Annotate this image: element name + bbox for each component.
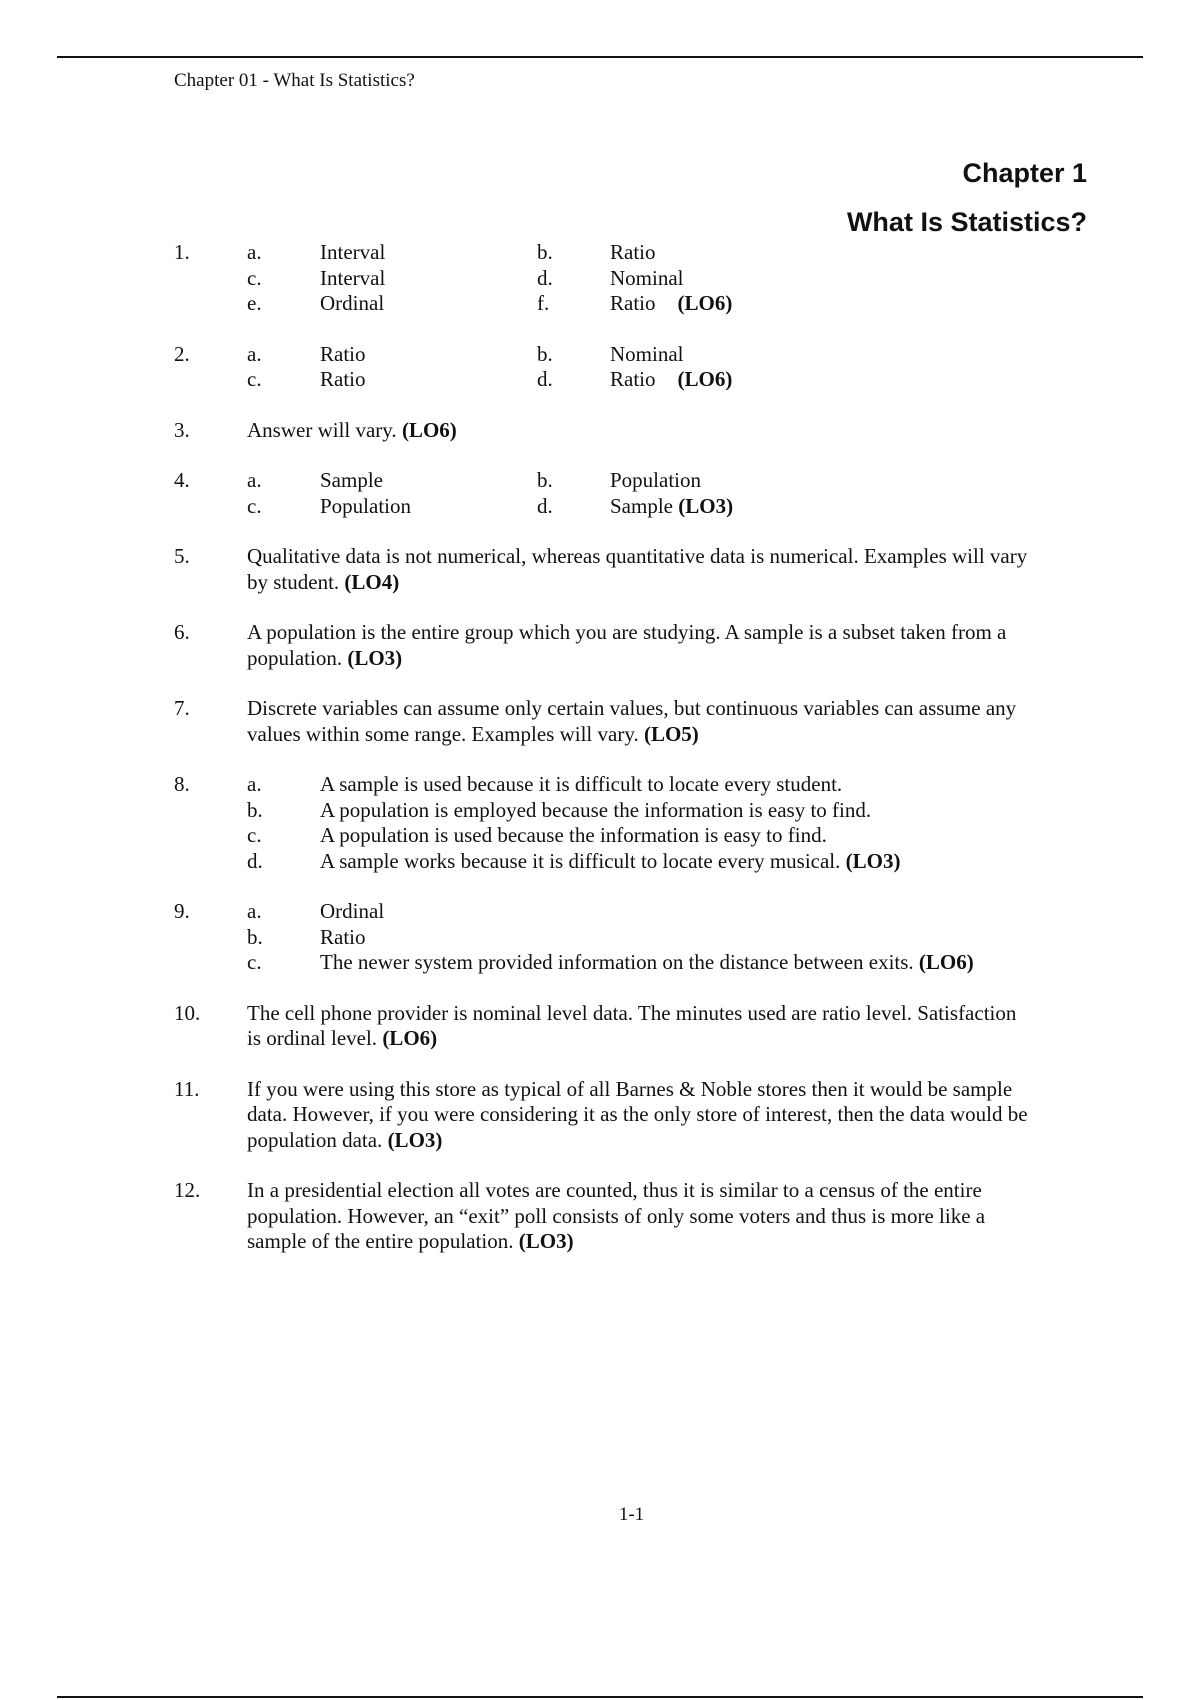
item-value: A sample is used because it is difficult to locate every student. bbox=[320, 772, 843, 796]
answer-row bbox=[174, 849, 1074, 875]
item-value: Sample bbox=[610, 493, 673, 518]
item-letter: a. bbox=[247, 468, 262, 492]
answer-line bbox=[247, 1128, 1074, 1154]
item-letter: d. bbox=[537, 493, 553, 518]
item-letter: f. bbox=[537, 291, 550, 315]
answer-row bbox=[174, 291, 1074, 317]
item-value: A population is used because the information is easy to find. bbox=[320, 823, 827, 847]
answer-row bbox=[174, 772, 1074, 798]
item-letter: a. bbox=[247, 772, 262, 796]
item-letter: d. bbox=[247, 848, 263, 873]
answer-line-text: is ordinal level. bbox=[247, 1026, 378, 1050]
answer-text bbox=[247, 418, 1074, 444]
item-letter: c. bbox=[247, 950, 262, 974]
answer-row bbox=[174, 266, 1074, 292]
item-value: Ratio bbox=[320, 341, 366, 366]
answer-line bbox=[247, 646, 1074, 672]
learning-objective-tag: (LO3) bbox=[678, 493, 734, 518]
answer-number: 5. bbox=[174, 544, 190, 568]
answer-number: 8. bbox=[174, 772, 190, 796]
answer-2 bbox=[174, 342, 1074, 393]
item-value: Population bbox=[320, 493, 412, 518]
answer-5 bbox=[174, 544, 1074, 595]
item-value: Interval bbox=[320, 240, 386, 264]
learning-objective-tag: (LO6) bbox=[677, 367, 733, 391]
answer-line-text: population data. bbox=[247, 1127, 383, 1152]
answer-line: Answer will vary. bbox=[247, 417, 397, 442]
answer-number: 10. bbox=[174, 1000, 201, 1025]
item-value: Sample bbox=[320, 468, 383, 492]
answer-list bbox=[174, 240, 1074, 1280]
item-value-with-lo bbox=[610, 291, 732, 317]
item-letter: e. bbox=[247, 291, 262, 315]
answer-line-text: sample of the entire population. bbox=[247, 1229, 514, 1253]
answer-row bbox=[174, 240, 1074, 266]
item-value: Nominal bbox=[610, 265, 684, 290]
answer-line bbox=[247, 1229, 1074, 1255]
chapter-label: Chapter 1 bbox=[962, 158, 1087, 188]
learning-objective-tag: (LO5) bbox=[643, 721, 699, 746]
item-letter: c. bbox=[247, 367, 262, 391]
running-head: Chapter 01 - What Is Statistics? bbox=[174, 70, 415, 91]
item-letter: b. bbox=[537, 341, 553, 366]
item-letter: c. bbox=[247, 823, 262, 847]
answer-line: Discrete variables can assume only certain values, but continuous variables can assume any bbox=[247, 696, 1017, 720]
answer-line: data. However, if you were considering it as the only store of interest, then the data would be bbox=[247, 1102, 1028, 1126]
item-letter: b. bbox=[247, 797, 263, 822]
item-letter: b. bbox=[247, 924, 263, 949]
answer-text bbox=[247, 1001, 1074, 1052]
answer-11 bbox=[174, 1077, 1074, 1154]
learning-objective-tag: (LO3) bbox=[347, 645, 403, 670]
answer-line bbox=[247, 1026, 1074, 1052]
answer-line bbox=[247, 570, 1074, 596]
page-number: 1-1 bbox=[618, 1504, 645, 1525]
item-letter: c. bbox=[247, 493, 262, 518]
answer-number: 4. bbox=[174, 468, 190, 492]
item-letter: a. bbox=[247, 341, 262, 366]
item-letter: c. bbox=[247, 265, 262, 290]
answer-1 bbox=[174, 240, 1074, 317]
item-value: Ratio bbox=[610, 240, 656, 264]
answer-number: 11. bbox=[174, 1076, 200, 1101]
item-letter: d. bbox=[537, 367, 553, 391]
item-letter: a. bbox=[247, 240, 262, 264]
item-letter: a. bbox=[247, 899, 262, 923]
answer-9 bbox=[174, 899, 1074, 976]
item-value: Ratio bbox=[320, 367, 366, 391]
answer-row bbox=[174, 367, 1074, 393]
answer-row bbox=[174, 798, 1074, 824]
learning-objective-tag: (LO3) bbox=[518, 1229, 574, 1253]
answer-row bbox=[174, 925, 1074, 951]
answer-3 bbox=[174, 418, 1074, 444]
item-value: Ordinal bbox=[320, 291, 385, 315]
learning-objective-tag: (LO3) bbox=[387, 1127, 443, 1152]
answer-line: Qualitative data is not numerical, whereas quantitative data is numerical. Examples will vary bbox=[247, 544, 1028, 568]
learning-objective-tag: (LO6) bbox=[382, 1026, 438, 1050]
answer-row bbox=[174, 823, 1074, 849]
answer-7 bbox=[174, 696, 1074, 747]
item-value: A population is employed because the information is easy to find. bbox=[320, 797, 872, 822]
item-letter: b. bbox=[537, 240, 553, 264]
top-rule bbox=[57, 56, 1143, 58]
answer-line bbox=[247, 722, 1074, 748]
answer-line-text: values within some range. Examples will vary. bbox=[247, 721, 639, 746]
answer-text bbox=[247, 544, 1074, 595]
item-value: Population bbox=[610, 468, 702, 492]
chapter-title: What Is Statistics? bbox=[846, 207, 1087, 237]
answer-number: 6. bbox=[174, 620, 190, 644]
learning-objective-tag: (LO6) bbox=[918, 950, 974, 974]
answer-number: 12. bbox=[174, 1178, 201, 1202]
learning-objective-tag: (LO3) bbox=[845, 848, 901, 873]
answer-line: If you were using this store as typical of all Barnes & Noble stores then it would be sample bbox=[247, 1076, 1013, 1101]
answer-text bbox=[247, 1077, 1074, 1154]
item-value: Nominal bbox=[610, 341, 684, 366]
answer-number: 9. bbox=[174, 899, 190, 923]
answer-text bbox=[247, 620, 1074, 671]
item-value: A sample works because it is difficult to locate every musical. bbox=[320, 848, 841, 873]
answer-row bbox=[174, 342, 1074, 368]
answer-number: 2. bbox=[174, 341, 190, 366]
item-value: Interval bbox=[320, 265, 386, 290]
item-value-with-lo bbox=[610, 494, 733, 520]
learning-objective-tag: (LO6) bbox=[401, 417, 457, 442]
answer-text bbox=[247, 696, 1074, 747]
answer-line: population. However, an “exit” poll consists of only some voters and thus is more like a bbox=[247, 1203, 986, 1228]
answer-line-text: by student. bbox=[247, 569, 340, 594]
bottom-rule bbox=[57, 1696, 1143, 1698]
item-value-with-lo bbox=[610, 367, 732, 393]
item-value: Ratio bbox=[610, 367, 656, 391]
answer-line: The cell phone provider is nominal level data. The minutes used are ratio level. Satisfaction bbox=[247, 1000, 1017, 1025]
answer-line-text: population. bbox=[247, 645, 343, 670]
answer-text bbox=[247, 1178, 1074, 1255]
answer-row bbox=[174, 899, 1074, 925]
item-value: Ordinal bbox=[320, 899, 385, 923]
learning-objective-tag: (LO6) bbox=[677, 291, 733, 315]
item-letter: d. bbox=[537, 265, 553, 290]
item-letter: b. bbox=[537, 468, 553, 492]
answer-4 bbox=[174, 468, 1074, 519]
answer-12 bbox=[174, 1178, 1074, 1255]
answer-line: In a presidential election all votes are counted, thus it is similar to a census of the entire bbox=[247, 1178, 982, 1202]
answer-line: A population is the entire group which you are studying. A sample is a subset taken from a bbox=[247, 620, 1007, 644]
item-value: The newer system provided information on the distance between exits. bbox=[320, 950, 914, 974]
answer-number: 1. bbox=[174, 240, 190, 264]
item-value: Ratio bbox=[610, 291, 656, 315]
item-value-with-lo bbox=[320, 849, 900, 875]
answer-10 bbox=[174, 1001, 1074, 1052]
item-value: Ratio bbox=[320, 924, 366, 949]
answer-row bbox=[174, 494, 1074, 520]
answer-6 bbox=[174, 620, 1074, 671]
answer-number: 3. bbox=[174, 417, 190, 442]
answer-row bbox=[174, 468, 1074, 494]
answer-row bbox=[174, 950, 1074, 976]
learning-objective-tag: (LO4) bbox=[344, 569, 400, 594]
answer-number: 7. bbox=[174, 696, 190, 720]
answer-8 bbox=[174, 772, 1074, 874]
item-value-with-lo bbox=[320, 950, 974, 976]
